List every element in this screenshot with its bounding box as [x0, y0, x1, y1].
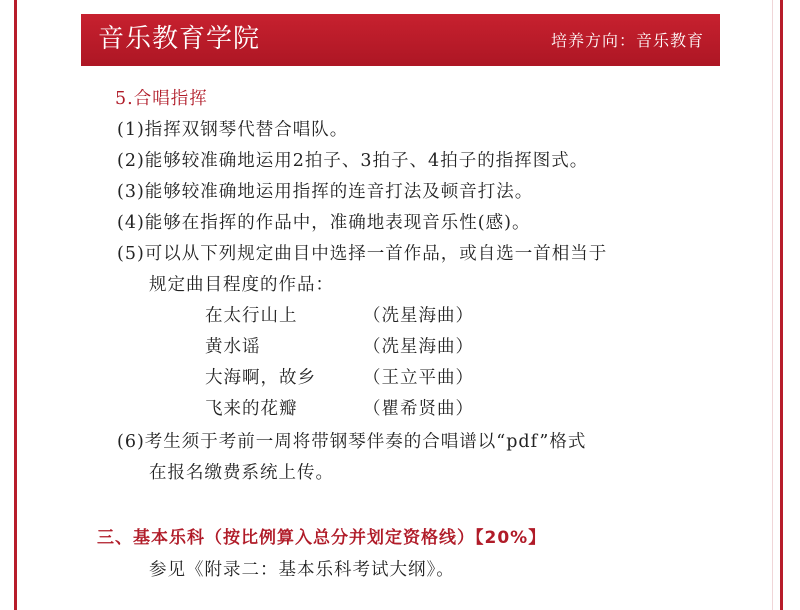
training-direction: 培养方向：音乐教育: [550, 31, 704, 50]
repertoire-title: 黄水谣: [205, 337, 261, 357]
repertoire-title: 大海啊，故乡: [205, 368, 316, 388]
repertoire-row: [205, 303, 474, 329]
requirement-item-5-continued: 规定曲目程度的作品：: [149, 275, 334, 295]
requirement-item-5: (5)可以从下列规定曲目中选择一首作品，或自选一首相当于: [117, 244, 608, 264]
repertoire-composer: （冼星海曲）: [363, 306, 474, 326]
college-title: 音乐教育学院: [98, 24, 261, 54]
repertoire-composer: （王立平曲）: [363, 368, 474, 388]
requirement-item-6: (6)考生须于考前一周将带钢琴伴奏的合唱谱以“pdf”格式: [117, 432, 587, 452]
repertoire-title: 在太行山上: [205, 306, 298, 326]
requirement-item-1: (1)指挥双钢琴代替合唱队。: [117, 120, 349, 140]
section-5-heading: 5.合唱指挥: [115, 89, 208, 109]
requirement-item-3: (3)能够较准确地运用指挥的连音打法及顿音打法。: [117, 182, 534, 202]
section-3-heading: 三、基本乐科（按比例算入总分并划定资格线）【20%】: [97, 528, 547, 548]
repertoire-composer: （瞿希贤曲）: [363, 399, 474, 419]
repertoire-title: 飞来的花瓣: [205, 399, 298, 419]
requirement-item-6-continued: 在报名缴费系统上传。: [149, 463, 334, 483]
requirement-item-2: (2)能够较准确地运用2拍子、3拍子、4拍子的指挥图式。: [117, 151, 589, 171]
appendix-reference: 参见《附录二：基本乐科考试大纲》。: [149, 560, 455, 580]
repertoire-row: [205, 396, 474, 422]
repertoire-row: [205, 334, 474, 360]
repertoire-composer: （冼星海曲）: [363, 337, 474, 357]
repertoire-row: [205, 365, 474, 391]
requirement-item-4: (4)能够在指挥的作品中，准确地表现音乐性(感)。: [117, 213, 531, 233]
